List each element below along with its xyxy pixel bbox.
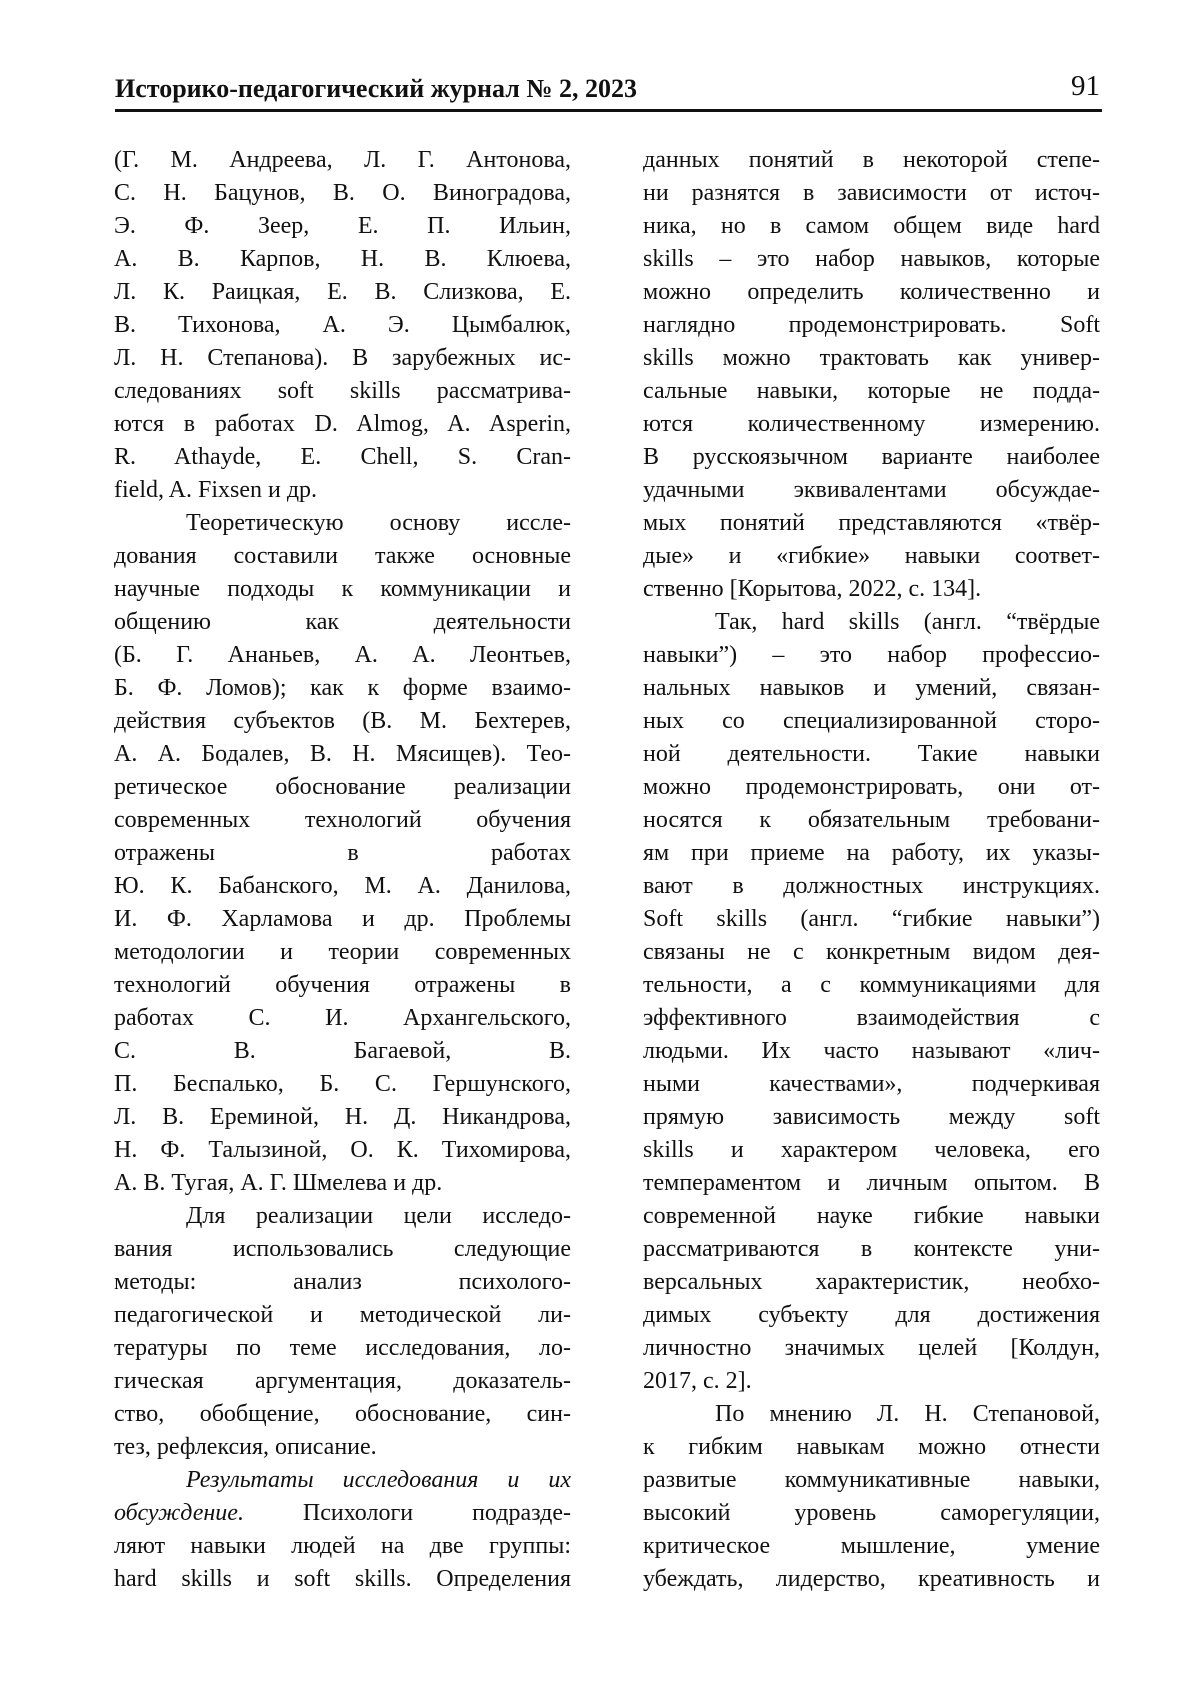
line-text: отражены в работах (114, 840, 571, 866)
line-text: к гибким навыкам можно отнести (643, 1434, 1100, 1460)
line-text: А. В. Тугая, А. Г. Шмелева и др. (114, 1170, 443, 1196)
text-line (114, 1530, 571, 1563)
text-line (114, 573, 571, 606)
text-line (114, 375, 571, 408)
text-line (114, 1431, 571, 1464)
line-text: навыки”) – это набор профессио- (643, 642, 1100, 668)
line-text: skills можно трактовать как универ- (643, 345, 1100, 371)
text-line (114, 1002, 571, 1035)
text-line (114, 804, 571, 837)
line-text: Н. Ф. Талызиной, О. К. Тихомирова, (114, 1137, 571, 1163)
line-text: Э. Ф. Зеер, Е. П. Ильин, (114, 213, 571, 239)
text-line (643, 507, 1100, 540)
text-line (114, 210, 571, 243)
text-line (114, 1332, 571, 1365)
line-text: Soft skills (англ. “гибкие навыки”) (643, 906, 1100, 932)
text-line (643, 936, 1100, 969)
line-text: технологий обучения отражены в (114, 972, 571, 998)
text-line (643, 1365, 1100, 1398)
line-text: действия субъектов (В. М. Бехтерев, (114, 708, 571, 734)
text-line (643, 1563, 1100, 1596)
line-text: hard skills и soft skills. Определения (114, 1566, 571, 1592)
line-text: ям при приеме на работу, их указы- (643, 840, 1100, 866)
line-text: С. Н. Бацунов, В. О. Виноградова, (114, 180, 571, 206)
text-line (114, 276, 571, 309)
line-text: тез, рефлексия, описание. (114, 1434, 377, 1460)
line-text: современной науке гибкие навыки (643, 1203, 1100, 1229)
text-line (114, 540, 571, 573)
line-text: По мнению Л. Н. Степановой, (715, 1401, 1100, 1427)
line-text: И. Ф. Харламова и др. Проблемы (114, 906, 571, 932)
line-text: данных понятий в некоторой степе- (643, 147, 1100, 173)
right-column (643, 144, 1100, 1596)
text-line (643, 1464, 1100, 1497)
text-line (643, 474, 1100, 507)
line-text: Л. Н. Степанова). В зарубежных ис- (114, 345, 571, 371)
text-line (114, 606, 571, 639)
text-line (643, 639, 1100, 672)
line-text: skills – это набор навыков, которые (643, 246, 1100, 272)
running-header (115, 72, 1102, 112)
text-line (114, 1266, 571, 1299)
line-text: рассматриваются в контексте уни- (643, 1236, 1100, 1262)
text-line (643, 144, 1100, 177)
text-line (643, 705, 1100, 738)
line-text: вают в должностных инструкциях. (643, 873, 1100, 899)
line-text: версальных характеристик, необхо- (643, 1269, 1100, 1295)
text-line (643, 738, 1100, 771)
text-line (114, 144, 571, 177)
line-text: ются в работах D. Almog, A. Asperin, (114, 411, 571, 437)
text-line (643, 177, 1100, 210)
line-text: людьми. Их часто называют «лич- (643, 1038, 1100, 1064)
line-text: общению как деятельности (114, 609, 571, 635)
line-text: димых субъекту для достижения (643, 1302, 1100, 1328)
text-line (643, 276, 1100, 309)
line-text: гическая аргументация, доказатель- (114, 1368, 571, 1394)
text-line (114, 1563, 571, 1596)
line-text: темпераментом и личным опытом. В (643, 1170, 1100, 1196)
text-line (114, 1233, 571, 1266)
text-line (114, 1134, 571, 1167)
text-line (114, 1299, 571, 1332)
line-text: методы: анализ психолого- (114, 1269, 571, 1295)
line-text: (Б. Г. Ананьев, А. А. Леонтьев, (114, 642, 571, 668)
line-text: научные подходы к коммуникации и (114, 576, 571, 602)
line-text: Так, hard skills (англ. “твёрдые (715, 609, 1100, 635)
text-line (643, 870, 1100, 903)
line-text: можно продемонстрировать, они от- (643, 774, 1100, 800)
line-text: ни разнятся в зависимости от источ- (643, 180, 1100, 206)
text-line (643, 1233, 1100, 1266)
line-text: связаны не с конкретным видом дея- (643, 939, 1100, 965)
text-line (114, 1035, 571, 1068)
text-line (643, 342, 1100, 375)
line-text: Л. К. Раицкая, Е. В. Слизкова, Е. (114, 279, 571, 305)
text-line (643, 243, 1100, 276)
text-line (643, 441, 1100, 474)
line-text: наглядно продемонстрировать. Soft (643, 312, 1100, 338)
line-text: убеждать, лидерство, креативность и (643, 1566, 1100, 1592)
text-line (114, 903, 571, 936)
italic-text: Результаты исследования и их (186, 1467, 571, 1493)
line-text: личностно значимых целей [Колдун, (643, 1335, 1100, 1361)
text-line (114, 1167, 571, 1200)
line-text: развитые коммуникативные навыки, (643, 1467, 1100, 1493)
text-line (114, 672, 571, 705)
text-line (114, 936, 571, 969)
line-text: ной деятельности. Такие навыки (643, 741, 1100, 767)
text-line (114, 1101, 571, 1134)
text-line (643, 1167, 1100, 1200)
line-text: В. Тихонова, А. Э. Цымбалюк, (114, 312, 571, 338)
line-text: ются количественному измерению. (643, 411, 1100, 437)
text-line (643, 309, 1100, 342)
text-line (643, 1200, 1100, 1233)
text-line (643, 771, 1100, 804)
text-line (643, 606, 1100, 639)
text-line (643, 1398, 1100, 1431)
line-text: можно определить количественно и (643, 279, 1100, 305)
text-line (114, 507, 571, 540)
line-text: skills и характером человека, его (643, 1137, 1100, 1163)
text-line (643, 210, 1100, 243)
text-line (114, 1497, 571, 1530)
text-line (643, 375, 1100, 408)
text-line (643, 1035, 1100, 1068)
text-line (114, 408, 571, 441)
text-line (643, 1431, 1100, 1464)
text-line (643, 969, 1100, 1002)
line-text: П. Беспалько, Б. С. Гершунского, (114, 1071, 571, 1097)
text-line (114, 342, 571, 375)
text-line (643, 1068, 1100, 1101)
text-line (114, 969, 571, 1002)
left-column (114, 144, 571, 1596)
line-text: (Г. М. Андреева, Л. Г. Антонова, (114, 147, 571, 173)
line-text: С. В. Багаевой, В. (114, 1038, 571, 1064)
text-line (114, 474, 571, 507)
text-line (643, 804, 1100, 837)
text-line (643, 1134, 1100, 1167)
text-line (643, 1266, 1100, 1299)
line-text: ретическое обоснование реализации (114, 774, 571, 800)
line-text: современных технологий обучения (114, 807, 571, 833)
text-line (643, 903, 1100, 936)
line-text: носятся к обязательным требовани- (643, 807, 1100, 833)
italic-text: обсуждение. (114, 1500, 244, 1526)
line-text: нальных навыков и умений, связан- (643, 675, 1100, 701)
text-line (114, 177, 571, 210)
text-line (643, 408, 1100, 441)
text-line (643, 1101, 1100, 1134)
text-line (643, 1530, 1100, 1563)
line-text: вания использовались следующие (114, 1236, 571, 1262)
text-line (643, 540, 1100, 573)
line-text: R. Athayde, E. Chell, S. Cran- (114, 444, 571, 470)
line-text: тельности, а с коммуникациями для (643, 972, 1100, 998)
text-line (114, 1068, 571, 1101)
text-line (114, 441, 571, 474)
text-line (114, 771, 571, 804)
line-text: работах С. И. Архангельского, (114, 1005, 571, 1031)
text-line (643, 1299, 1100, 1332)
line-text: педагогической и методической ли- (114, 1302, 571, 1328)
line-text: прямую зависимость между soft (643, 1104, 1100, 1130)
text-line (114, 243, 571, 276)
text-line (114, 837, 571, 870)
line-text: Б. Ф. Ломов); как к форме взаимо- (114, 675, 571, 701)
text-line (114, 309, 571, 342)
line-text: высокий уровень саморегуляции, (643, 1500, 1100, 1526)
line-text: А. А. Бодалев, В. Н. Мясищев). Тео- (114, 741, 571, 767)
journal-title: Историко-педагогический журнал № 2, 2023 (115, 74, 637, 103)
text-line (114, 738, 571, 771)
text-line (643, 837, 1100, 870)
line-text: ляют навыки людей на две группы: (114, 1533, 571, 1559)
line-text: ство, обобщение, обоснование, син- (114, 1401, 571, 1427)
line-text: мых понятий представляются «твёр- (643, 510, 1100, 536)
text-line (643, 1332, 1100, 1365)
text-line (114, 870, 571, 903)
line-text: сальные навыки, которые не подда- (643, 378, 1100, 404)
line-text: А. В. Карпов, Н. В. Клюева, (114, 246, 571, 272)
text-line (114, 1398, 571, 1431)
line-text: дования составили также основные (114, 543, 571, 569)
line-text: следованиях soft skills рассматрива- (114, 378, 571, 404)
line-text: Теоретическую основу иссле- (186, 510, 571, 536)
line-text: field, A. Fixsen и др. (114, 477, 318, 503)
text-line (114, 1365, 571, 1398)
line-text: эффективного взаимодействия с (643, 1005, 1100, 1031)
line-text: дые» и «гибкие» навыки соответ- (643, 543, 1100, 569)
text-line (643, 1497, 1100, 1530)
line-text: ных со специализированной сторо- (643, 708, 1100, 734)
line-text: ственно [Корытова, 2022, с. 134]. (643, 576, 982, 602)
line-text: критическое мышление, умение (643, 1533, 1100, 1559)
text-line (114, 1464, 571, 1497)
text-line (114, 639, 571, 672)
line-text: методологии и теории современных (114, 939, 571, 965)
page-number: 91 (1071, 70, 1100, 102)
line-text: 2017, с. 2]. (643, 1368, 752, 1394)
text-line (643, 573, 1100, 606)
line-text: удачными эквивалентами обсуждае- (643, 477, 1100, 503)
line-text: ника, но в самом общем виде hard (643, 213, 1100, 239)
line-text: Ю. К. Бабанского, М. А. Данилова, (114, 873, 571, 899)
text-line (114, 1200, 571, 1233)
line-text: В русскоязычном варианте наиболее (643, 444, 1100, 470)
text-line (643, 672, 1100, 705)
line-text: ными качествами», подчеркивая (643, 1071, 1100, 1097)
line-text: Для реализации цели исследо- (186, 1203, 571, 1229)
text-line (643, 1002, 1100, 1035)
text-line (114, 705, 571, 738)
line-text: тературы по теме исследования, ло- (114, 1335, 571, 1361)
line-text: Психологи подразде- (243, 1500, 571, 1526)
line-text: Л. В. Ереминой, Н. Д. Никандрова, (114, 1104, 571, 1130)
